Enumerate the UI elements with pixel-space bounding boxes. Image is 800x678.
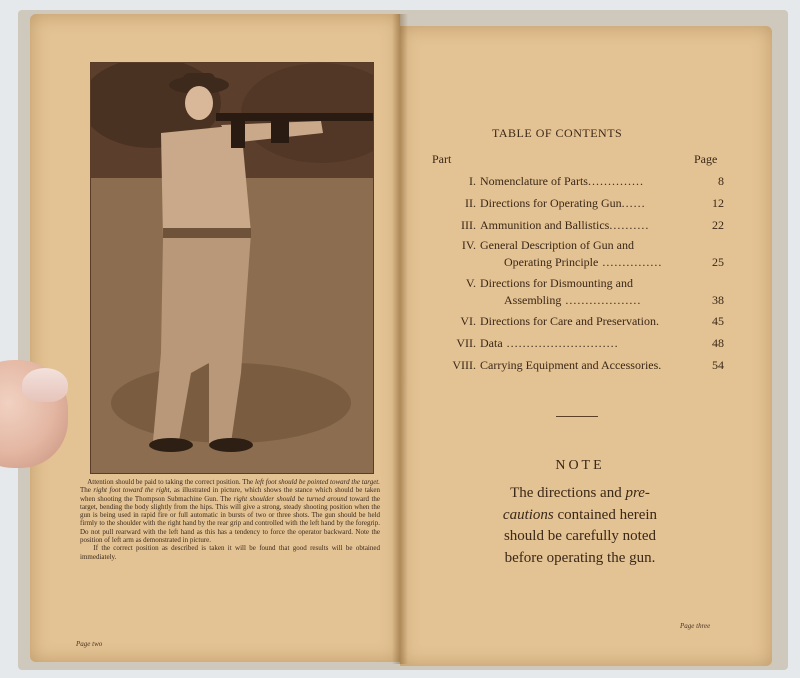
toc-entry-title xyxy=(480,196,690,211)
caption-text: as illustrated in picture, which shows the stance which should be taken when shooting the Thompson Submachine Gun. The xyxy=(80,486,381,503)
toc-entry-title xyxy=(480,174,690,189)
toc-entry-title-text: Directions for Care and Preservation xyxy=(480,314,656,328)
photo-caption xyxy=(80,478,380,561)
toc-entry-page: 54 xyxy=(712,358,724,372)
toc-entry-title-text: Nomenclature of Parts xyxy=(480,174,588,188)
toc-entry-page: 38 xyxy=(712,293,724,307)
left-page-number: Page two xyxy=(76,640,103,648)
note-emphasis: cautions xyxy=(502,506,554,523)
toc-entry-number: I. xyxy=(469,174,476,188)
note-line xyxy=(482,483,678,505)
toc-entry-title-text: Directions for Operating Gun xyxy=(480,196,622,210)
book-gutter xyxy=(392,14,408,664)
toc-entry-title: Directions for Dismounting and xyxy=(480,276,633,290)
caption-closing-text: If the correct position as described is taken it will be found that good results will be obtained immediately. xyxy=(80,544,380,561)
right-page-number: Page three xyxy=(680,622,711,630)
leader-dots: . xyxy=(655,314,660,328)
toc-entry-number: II. xyxy=(465,196,476,210)
leader-dots: .............. xyxy=(587,174,644,188)
toc-entry-number: III. xyxy=(461,218,476,232)
caption-emphasis: right foot toward the right, xyxy=(93,486,172,495)
caption-closing xyxy=(80,544,380,561)
toc-entry-title-text: Carrying Equipment and Accessories xyxy=(480,358,659,372)
toc-entry-title-line2 xyxy=(504,293,714,308)
caption-text: The xyxy=(80,486,94,495)
toc-title: TABLE OF CONTENTS xyxy=(492,126,623,140)
toc-entry-title xyxy=(480,314,720,329)
toc-entry-title: General Description of Gun and xyxy=(480,238,634,252)
caption-text: Attention should be paid to taking the correct position. The xyxy=(87,478,255,486)
note-line: should be carefully noted xyxy=(503,528,657,544)
note-title: NOTE xyxy=(555,458,605,473)
leader-dots: ............................ xyxy=(502,336,619,350)
toc-entry-number: VII. xyxy=(456,336,476,350)
toc-entry-title xyxy=(480,218,690,233)
toc-entry-number: VI. xyxy=(460,314,476,328)
toc-entry-title xyxy=(480,336,690,351)
toc-part-heading: Part xyxy=(432,152,452,166)
toc-page-heading: Page xyxy=(694,152,718,166)
toc-entry-number: IV. xyxy=(461,238,476,252)
thumbnail xyxy=(22,368,68,402)
leader-dots: ............... xyxy=(598,255,663,269)
toc-entry-page: 25 xyxy=(712,255,724,269)
toc-entry-title-line2 xyxy=(504,255,714,270)
caption-paragraph xyxy=(80,478,380,544)
soldier-photograph xyxy=(90,62,374,474)
note-line: before operating the gun. xyxy=(504,549,656,566)
leader-dots: . xyxy=(658,358,663,372)
caption-emphasis: left foot should be pointed toward the target. xyxy=(254,478,380,486)
divider-rule xyxy=(556,416,598,417)
toc-entry-page: 45 xyxy=(712,314,724,328)
toc-entry-page: 48 xyxy=(712,336,724,350)
note-line xyxy=(482,505,678,527)
toc-entry-page: 8 xyxy=(718,174,724,188)
leader-dots: ................... xyxy=(561,293,642,307)
toc-entry-title-text: Data xyxy=(480,336,503,350)
note-text: contained herein xyxy=(553,506,658,523)
toc-entry-title-text: Ammunition and Ballistics xyxy=(480,218,610,232)
toc-entry-number: VIII. xyxy=(452,358,476,372)
leader-dots: ...... xyxy=(621,196,646,210)
leader-dots: .......... xyxy=(609,218,650,232)
note-text: The directions and xyxy=(510,485,626,501)
toc-entry-number: V. xyxy=(465,276,476,290)
toc-entry-title xyxy=(480,358,720,373)
toc-entry-title-text: Operating Principle xyxy=(504,255,599,269)
toc-entry-page: 22 xyxy=(712,218,724,232)
toc-entry-title-text: Assembling xyxy=(504,293,562,307)
note-body xyxy=(482,483,678,569)
note-emphasis: pre- xyxy=(625,485,650,501)
caption-text: toward the target, bending the body slightly from the hips. This will give a strong, steady shooting position when the gun is being used in rapid fire or full automatic in bursts of two or three shots. The gun should be held firmly to the shoulder with the right hand by the rear grip and controlled with the left hand by the foregrip. Do not pull rearward with the left hand as this has a tendency to force the operator backward. Note the position of left arm as demonstrated in picture. xyxy=(80,494,381,545)
toc-entry-page: 12 xyxy=(712,196,724,210)
caption-emphasis: right shoulder should be turned around xyxy=(233,494,348,503)
